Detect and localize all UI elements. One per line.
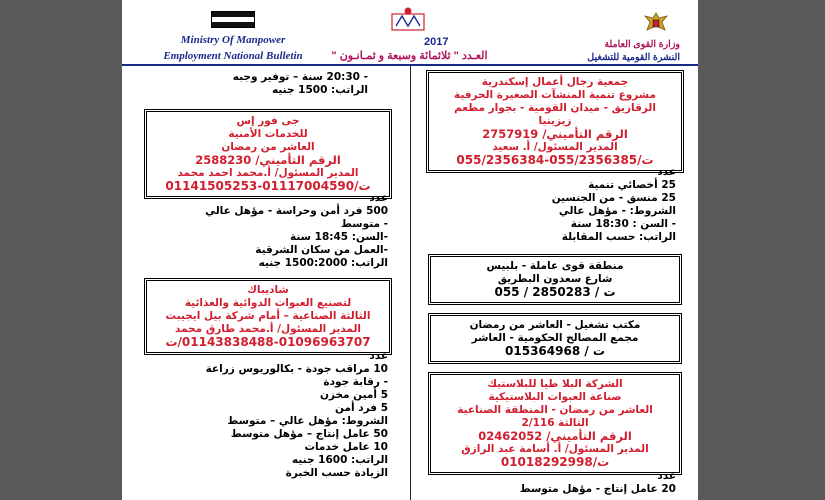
phone-number: ت/055/2356385-055/2356384 — [456, 153, 654, 167]
logo-icon — [388, 6, 428, 32]
bulletin-name-en: Employment National Bulletin — [163, 50, 303, 62]
text-line: 20 عامل إنتاج - مؤهل متوسط — [519, 483, 676, 495]
office-name: مكتب تشغيل - العاشر من رمضان — [469, 319, 641, 331]
text-line: - السن : 18:30 سنة — [570, 218, 676, 230]
company-location: الزقازيق - ميدان القومية - بجوار مطعم — [454, 102, 656, 114]
phone-number: ت / 015364968 — [505, 344, 605, 358]
right-bottom-text — [520, 470, 676, 496]
job-card-g4s — [144, 109, 392, 199]
text-line: 5 فرد أمن — [335, 402, 388, 414]
text-line: 500 فرد أمن وحراسة - مؤهل عالي — [205, 205, 388, 217]
job-card-alex-business — [426, 70, 684, 173]
job-card-plastic-company — [428, 372, 682, 475]
text-line: الزيادة حسب الخبرة — [285, 467, 388, 479]
company-activity: مشروع تنمية المنشآت الصغيرة الحرفية — [453, 89, 656, 101]
column-divider — [410, 66, 411, 500]
ministry-name-ar: وزارة القوى العاملة — [604, 39, 680, 50]
text-line: 50 عامل إنتاج – مؤهل متوسط — [230, 428, 388, 440]
text-line: 25 منسق - من الجنسين — [551, 192, 676, 204]
text-line: عدد — [657, 166, 676, 178]
company-activity: صناعة العبوات البلاستيكية — [488, 391, 622, 403]
text-line: - رقابة جودة — [323, 376, 388, 388]
text-line: الراتب: 1500:2000 جنيه — [258, 257, 388, 269]
company-activity: للخدمات الأمنية — [228, 128, 308, 140]
text-line: الراتب: حسب المقابلة — [561, 231, 676, 243]
bulletin-page — [122, 0, 698, 500]
company-activity: لتصنيع العبوات الدوائية والغذائية — [184, 297, 352, 309]
text-line: 25 أخصائي تنمية — [588, 179, 676, 191]
insurance-number: الرقم التأميني/ 02462052 — [478, 429, 632, 443]
insurance-number: الرقم التأميني/ 2588230 — [195, 153, 341, 167]
text-line: 10 عامل خدمات — [304, 441, 388, 453]
company-name: الشركة البلا طيا للبلاستيك — [487, 378, 623, 390]
ministry-name-en: Ministry Of Manpower — [180, 34, 286, 46]
company-location: العاشر من رمضان — [221, 141, 315, 153]
office-address: مجمع المصالح الحكومية - العاشر — [471, 332, 639, 344]
text-line: - متوسط — [341, 218, 388, 230]
company-location: الثالثة الصناعية – أمام شركة بيل ايجيبت — [165, 310, 371, 322]
text-line: الشروط: مؤهل عالي – متوسط — [227, 415, 388, 427]
bulletin-name-ar: النشرة القومية للتشغيل — [587, 52, 680, 63]
phone-number: 01143838488-01096963707/ت — [165, 335, 371, 349]
issue-number: العـدد " ثلاثمائة وسبعة و ثمـانـون " — [331, 50, 488, 62]
text-line: -السن: 18:45 سنة — [290, 231, 388, 243]
company-name: جمعية رجال أعمال إسكندرية — [481, 76, 629, 88]
text-line: عدد — [657, 470, 676, 482]
phone-number: ت / 2850283 / 055 — [494, 285, 616, 299]
left-top-text — [233, 71, 368, 97]
insurance-number: الرقم التأميني/ 2757919 — [482, 127, 628, 141]
job-card-shadipack — [144, 278, 392, 355]
text-line: 5 أمين مخزن — [319, 389, 388, 401]
right-mid-text — [552, 166, 676, 244]
text-line: -العمل من سكان الشرقية — [255, 244, 388, 256]
company-location-extra: زيزينيا — [538, 115, 572, 127]
office-card-10th-ramadan — [428, 313, 682, 364]
company-location-extra: الثالثة 2/116 — [521, 417, 589, 429]
left-mid-text — [205, 192, 388, 270]
text-line: الراتب: 1500 جنيه — [272, 84, 368, 96]
text-line: عدد — [369, 192, 388, 204]
issue-year: 2017 — [424, 36, 449, 48]
flag-icon — [211, 11, 255, 28]
text-line: 10 مراقب جودة - بكالوريوس زراعة — [205, 363, 388, 375]
manager-name: المدير المسئول/ أ.محمد طارق محمد — [174, 323, 362, 335]
manager-name: المدير المسئول/ أ. سعيد — [492, 141, 618, 153]
company-name: شاديباك — [247, 284, 289, 296]
eagle-emblem-icon — [642, 10, 670, 38]
office-card-belbeis — [428, 254, 682, 305]
text-line: الشروط: - مؤهل عالي — [558, 205, 676, 217]
office-name: منطقة قوى عاملة - بلبيس — [486, 260, 624, 272]
text-line: عدد — [369, 350, 388, 362]
manager-name: المدير المسئول/ أ.محمد احمد محمد — [177, 167, 359, 179]
company-name: جى فور إس — [236, 115, 300, 127]
left-bottom-text — [206, 350, 388, 480]
company-location: العاشر من رمضان - المنطقة الصناعية — [457, 404, 653, 416]
text-line: - 20:30 سنة – توفير وجبه — [232, 71, 368, 83]
phone-number: ت/01117004590-01141505253 — [165, 179, 371, 193]
phone-number: ت/01018292998 — [500, 455, 610, 469]
text-line: الراتب: 1600 جنيه — [292, 454, 388, 466]
office-address: شارع سعدون البطريق — [497, 273, 613, 285]
manager-name: المدير المسئول/ أ. أسامة عبد الرازق — [461, 443, 649, 455]
header-left — [138, 0, 328, 62]
